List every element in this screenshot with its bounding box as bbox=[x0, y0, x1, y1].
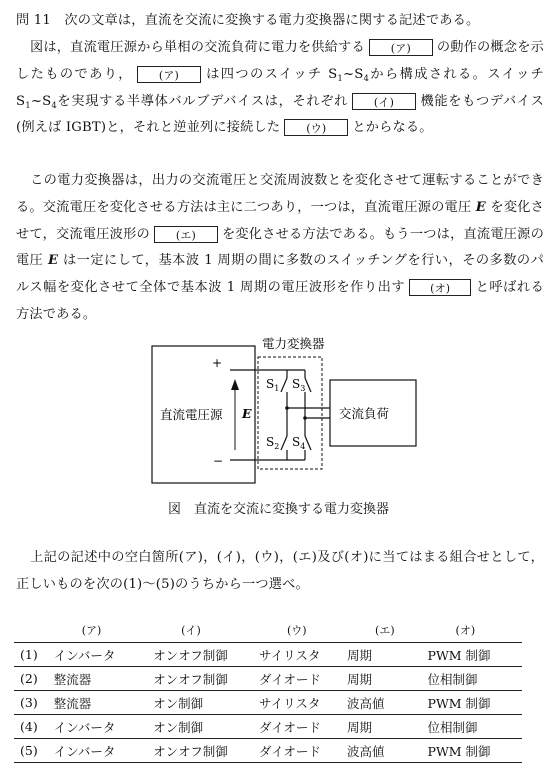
dc-source-label: 直流電圧源 bbox=[160, 407, 223, 422]
blank-e: (エ) bbox=[154, 226, 218, 243]
blank-i: (イ) bbox=[352, 93, 416, 110]
ac-load-label: 交流負荷 bbox=[339, 406, 390, 421]
paragraph-3: 上記の記述中の空白箇所(ア)，(イ)，(ウ)，(エ)及び(オ)に当てはまる組合せとして，正しいものを次の(1)～(5)のうちから一つ選べ。 bbox=[16, 550, 544, 592]
switch-s4-label: $S_4$ bbox=[292, 435, 306, 451]
switch-s3-label: $S_3$ bbox=[292, 377, 306, 393]
table-row: (2) 整流器 オンオフ制御 ダイオード 周期 位相制御 bbox=[14, 667, 522, 691]
circuit-diagram bbox=[0, 330, 557, 490]
options-table bbox=[14, 618, 522, 763]
question-label: 問 11 bbox=[16, 13, 51, 28]
table-row: (5) インバータ オンオフ制御 ダイオード 波高値 PWM 制御 bbox=[14, 739, 522, 763]
switch-s2-label: $S_2$ bbox=[266, 435, 280, 451]
voltage-arrow-head bbox=[231, 379, 239, 390]
switch-s1-label: $S_1$ bbox=[266, 377, 280, 393]
switch-s1-blade bbox=[281, 378, 287, 392]
converter-box bbox=[258, 357, 322, 469]
paragraph-1: 図は，直流電圧源から単相の交流負荷に電力を供給する (ア) の動作の概念を示したものであり， (ア) は四つのスイッチ $S_1\sim S_4$から構成される。スイッチ $S_1\sim S_4$を実現する半導体バルブデバイスは，それぞれ (イ) 機能をもつデバイス(例えば IGBT)と，それと逆並列に接続した (ウ) とからなる。 bbox=[16, 40, 544, 136]
blank-u: (ウ) bbox=[284, 119, 348, 136]
table-row: (4) インバータ オン制御 ダイオード 周期 位相制御 bbox=[14, 715, 522, 739]
voltage-label: E bbox=[242, 406, 252, 421]
paragraph-2: この電力変換器は，出力の交流電圧と交流周波数とを変化させて運転することができる。交流電圧を変化させる方法は主に二つあり，一つは，直流電圧源の電圧 E を変化させて，交流電圧波形の (エ) を変化させる方法である。もう一つは，直流電圧源の電圧 E は一定にして，基本波 1 周期の間に多数のスイッチングを行い，その多数のパルス幅を変化させて全体で基本波 1 周期の電圧波形を作り出す (オ) と呼ばれる方法である。 bbox=[16, 173, 544, 322]
switch-s4-blade bbox=[305, 436, 311, 450]
switch-s3-blade bbox=[305, 378, 311, 392]
question-intro: 次の文章は，直流を交流に変換する電力変換器に関する記述である。 bbox=[64, 13, 480, 28]
figure-caption: 図 直流を交流に変換する電力変換器 bbox=[167, 502, 389, 517]
table-header-row: (ア) (イ) (ウ) (エ) (オ) bbox=[81, 624, 476, 637]
converter-label: 電力変換器 bbox=[262, 336, 325, 351]
table-row: (3) 整流器 オン制御 サイリスタ 波高値 PWM 制御 bbox=[14, 691, 522, 715]
minus-sign: − bbox=[213, 454, 224, 468]
blank-a: (ア) bbox=[369, 39, 433, 56]
blank-a-2: (ア) bbox=[137, 66, 201, 83]
plus-sign: + bbox=[212, 356, 223, 370]
table-row: (1) インバータ オンオフ制御 サイリスタ 周期 PWM 制御 bbox=[14, 643, 522, 667]
switch-s2-blade bbox=[281, 436, 287, 450]
question-header bbox=[16, 8, 544, 35]
blank-o: (オ) bbox=[409, 279, 471, 296]
